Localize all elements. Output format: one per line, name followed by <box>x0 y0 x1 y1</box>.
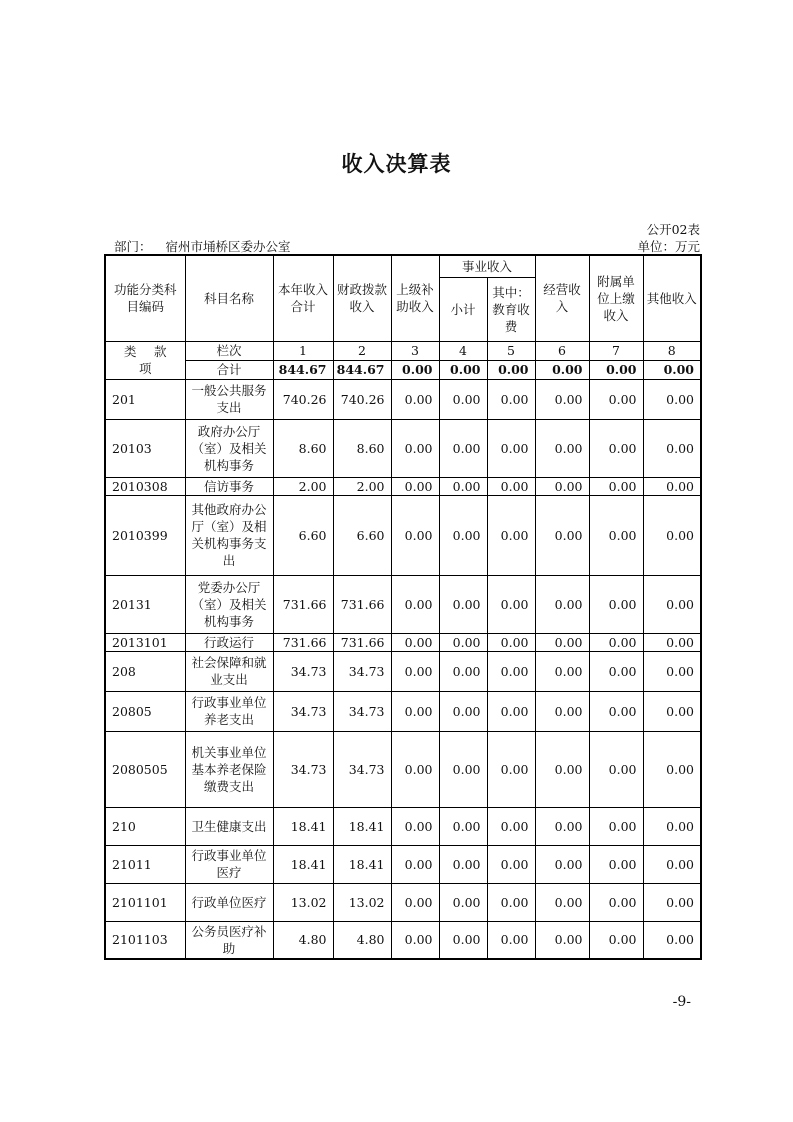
row-value: 0.00 <box>643 419 701 477</box>
row-subject-name: 社会保障和就业支出 <box>185 651 273 691</box>
row-value: 0.00 <box>391 379 439 419</box>
row-value: 0.00 <box>487 731 535 807</box>
header-other: 其他收入 <box>643 255 701 341</box>
row-value: 0.00 <box>487 575 535 633</box>
row-value: 0.00 <box>589 731 643 807</box>
row-value: 0.00 <box>391 495 439 575</box>
row-value: 13.02 <box>273 883 333 921</box>
row-code: 20103 <box>105 419 185 477</box>
row-value: 0.00 <box>589 419 643 477</box>
row-value: 0.00 <box>589 633 643 651</box>
row-value: 4.80 <box>273 921 333 959</box>
total-cell: 0.00 <box>487 360 535 379</box>
row-value: 6.60 <box>273 495 333 575</box>
row-value: 0.00 <box>589 651 643 691</box>
department-line <box>114 237 291 255</box>
header-total: 本年收入合计 <box>273 255 333 341</box>
row-value: 0.00 <box>439 477 487 495</box>
table-row <box>105 921 701 959</box>
total-cell: 0.00 <box>535 360 589 379</box>
table-row <box>105 379 701 419</box>
header-kuan: 款 <box>153 344 167 359</box>
row-value: 0.00 <box>487 633 535 651</box>
table-row <box>105 651 701 691</box>
col-num: 5 <box>487 341 535 360</box>
header-education: 其中：教育收费 <box>487 277 535 341</box>
row-value: 0.00 <box>487 495 535 575</box>
row-subject-name: 公务员医疗补助 <box>185 921 273 959</box>
row-value: 0.00 <box>643 807 701 845</box>
row-code: 20131 <box>105 575 185 633</box>
row-code: 2080505 <box>105 731 185 807</box>
row-value: 731.66 <box>273 633 333 651</box>
header-affiliated: 附属单位上缴收入 <box>589 255 643 341</box>
table-row <box>105 691 701 731</box>
row-value: 0.00 <box>535 419 589 477</box>
row-value: 34.73 <box>273 731 333 807</box>
row-value: 18.41 <box>273 845 333 883</box>
row-code: 210 <box>105 807 185 845</box>
income-table <box>104 254 702 960</box>
header-lei-kuan-xiang <box>105 341 185 379</box>
total-cell: 0.00 <box>439 360 487 379</box>
row-value: 0.00 <box>391 651 439 691</box>
table-row <box>105 807 701 845</box>
row-value: 0.00 <box>535 379 589 419</box>
row-value: 0.00 <box>643 731 701 807</box>
row-value: 0.00 <box>439 575 487 633</box>
table-row <box>105 633 701 651</box>
row-value: 34.73 <box>333 651 391 691</box>
row-subject-name: 行政运行 <box>185 633 273 651</box>
table-row <box>105 883 701 921</box>
header-func-code: 功能分类科目编码 <box>105 255 185 341</box>
row-value: 8.60 <box>273 419 333 477</box>
row-value: 4.80 <box>333 921 391 959</box>
data-rows <box>105 379 701 959</box>
row-value: 0.00 <box>589 495 643 575</box>
row-value: 0.00 <box>535 845 589 883</box>
row-value: 0.00 <box>391 477 439 495</box>
total-cell: 844.67 <box>333 360 391 379</box>
row-value: 0.00 <box>439 883 487 921</box>
row-code: 208 <box>105 651 185 691</box>
row-value: 740.26 <box>273 379 333 419</box>
row-code: 201 <box>105 379 185 419</box>
row-value: 0.00 <box>439 379 487 419</box>
page-number: -9- <box>672 994 691 1010</box>
row-subject-name: 机关事业单位基本养老保险缴费支出 <box>185 731 273 807</box>
row-value: 0.00 <box>643 883 701 921</box>
row-value: 0.00 <box>643 379 701 419</box>
col-num: 7 <box>589 341 643 360</box>
total-cell: 844.67 <box>273 360 333 379</box>
header-xiang: 项 <box>138 361 152 376</box>
row-value: 18.41 <box>273 807 333 845</box>
row-value: 0.00 <box>487 477 535 495</box>
row-code: 2013101 <box>105 633 185 651</box>
row-value: 0.00 <box>439 731 487 807</box>
row-value: 0.00 <box>439 633 487 651</box>
row-value: 6.60 <box>333 495 391 575</box>
col-num: 4 <box>439 341 487 360</box>
row-value: 0.00 <box>643 477 701 495</box>
header-subtotal: 小计 <box>439 277 487 341</box>
header-operating: 经营收入 <box>535 255 589 341</box>
row-value: 0.00 <box>391 419 439 477</box>
row-value: 0.00 <box>391 633 439 651</box>
total-cell: 0.00 <box>643 360 701 379</box>
row-value: 0.00 <box>439 419 487 477</box>
row-subject-name: 行政事业单位养老支出 <box>185 691 273 731</box>
row-value: 731.66 <box>333 633 391 651</box>
col-num: 2 <box>333 341 391 360</box>
row-value: 0.00 <box>643 845 701 883</box>
row-value: 34.73 <box>273 651 333 691</box>
row-value: 731.66 <box>333 575 391 633</box>
total-cell: 0.00 <box>391 360 439 379</box>
row-value: 0.00 <box>487 883 535 921</box>
header-superior: 上级补助收入 <box>391 255 439 341</box>
row-value: 0.00 <box>439 651 487 691</box>
row-value: 0.00 <box>391 883 439 921</box>
row-subject-name: 政府办公厅（室）及相关机构事务 <box>185 419 273 477</box>
row-value: 8.60 <box>333 419 391 477</box>
row-code: 20805 <box>105 691 185 731</box>
row-value: 0.00 <box>487 807 535 845</box>
row-value: 0.00 <box>643 921 701 959</box>
row-subject-name: 其他政府办公厅（室）及相关机构事务支出 <box>185 495 273 575</box>
row-value: 0.00 <box>535 883 589 921</box>
row-value: 0.00 <box>535 575 589 633</box>
row-value: 0.00 <box>535 477 589 495</box>
department-label: 部门： <box>114 239 152 254</box>
row-code: 2010399 <box>105 495 185 575</box>
row-value: 0.00 <box>589 845 643 883</box>
row-value: 34.73 <box>333 731 391 807</box>
row-value: 0.00 <box>439 845 487 883</box>
row-value: 740.26 <box>333 379 391 419</box>
total-cell: 0.00 <box>589 360 643 379</box>
row-value: 0.00 <box>589 477 643 495</box>
row-value: 0.00 <box>487 379 535 419</box>
row-value: 0.00 <box>391 731 439 807</box>
row-value: 0.00 <box>391 807 439 845</box>
row-subject-name: 信访事务 <box>185 477 273 495</box>
row-subject-name: 行政事业单位医疗 <box>185 845 273 883</box>
row-value: 0.00 <box>589 807 643 845</box>
row-value: 0.00 <box>391 921 439 959</box>
table-row <box>105 419 701 477</box>
row-value: 0.00 <box>535 807 589 845</box>
row-value: 0.00 <box>535 691 589 731</box>
row-value: 0.00 <box>391 845 439 883</box>
header-fiscal: 财政拨款收入 <box>333 255 391 341</box>
row-value: 0.00 <box>487 845 535 883</box>
row-value: 0.00 <box>643 691 701 731</box>
col-num: 3 <box>391 341 439 360</box>
row-value: 2.00 <box>333 477 391 495</box>
row-subject-name: 卫生健康支出 <box>185 807 273 845</box>
table-number: 公开02表 <box>646 222 700 237</box>
row-value: 0.00 <box>439 691 487 731</box>
row-value: 0.00 <box>643 633 701 651</box>
unit-label: 单位：万元 <box>637 239 700 254</box>
row-value: 13.02 <box>333 883 391 921</box>
row-value: 0.00 <box>487 419 535 477</box>
row-value: 0.00 <box>391 691 439 731</box>
page-title: 收入决算表 <box>341 152 452 176</box>
row-code: 21011 <box>105 845 185 883</box>
row-value: 731.66 <box>273 575 333 633</box>
row-value: 0.00 <box>589 379 643 419</box>
row-value: 0.00 <box>643 495 701 575</box>
row-value: 18.41 <box>333 807 391 845</box>
row-value: 0.00 <box>535 651 589 691</box>
table-row <box>105 731 701 807</box>
col-num: 1 <box>273 341 333 360</box>
row-value: 0.00 <box>535 731 589 807</box>
row-value: 0.00 <box>589 883 643 921</box>
row-subject-name: 党委办公厅（室）及相关机构事务 <box>185 575 273 633</box>
row-value: 0.00 <box>535 633 589 651</box>
row-value: 0.00 <box>643 651 701 691</box>
row-value: 0.00 <box>535 495 589 575</box>
row-value: 0.00 <box>487 691 535 731</box>
col-num: 8 <box>643 341 701 360</box>
row-code: 2101103 <box>105 921 185 959</box>
row-value: 34.73 <box>273 691 333 731</box>
row-code: 2010308 <box>105 477 185 495</box>
col-num: 6 <box>535 341 589 360</box>
row-value: 0.00 <box>439 495 487 575</box>
header-heji: 合计 <box>185 360 273 379</box>
row-subject-name: 行政单位医疗 <box>185 883 273 921</box>
row-value: 0.00 <box>487 651 535 691</box>
row-value: 0.00 <box>589 691 643 731</box>
row-value: 0.00 <box>643 575 701 633</box>
table-row <box>105 575 701 633</box>
row-value: 0.00 <box>535 921 589 959</box>
row-value: 18.41 <box>333 845 391 883</box>
table-row <box>105 495 701 575</box>
row-value: 0.00 <box>589 575 643 633</box>
header-lei: 类 <box>123 344 137 359</box>
table-row <box>105 845 701 883</box>
row-subject-name: 一般公共服务支出 <box>185 379 273 419</box>
row-value: 0.00 <box>391 575 439 633</box>
row-value: 2.00 <box>273 477 333 495</box>
row-value: 0.00 <box>439 921 487 959</box>
header-lanci: 栏次 <box>185 341 273 360</box>
row-value: 0.00 <box>589 921 643 959</box>
header-subject-name: 科目名称 <box>185 255 273 341</box>
table-row <box>105 477 701 495</box>
row-value: 34.73 <box>333 691 391 731</box>
row-value: 0.00 <box>487 921 535 959</box>
row-value: 0.00 <box>439 807 487 845</box>
department-name: 宿州市埇桥区委办公室 <box>165 239 291 254</box>
header-business-group: 事业收入 <box>439 255 535 277</box>
row-code: 2101101 <box>105 883 185 921</box>
